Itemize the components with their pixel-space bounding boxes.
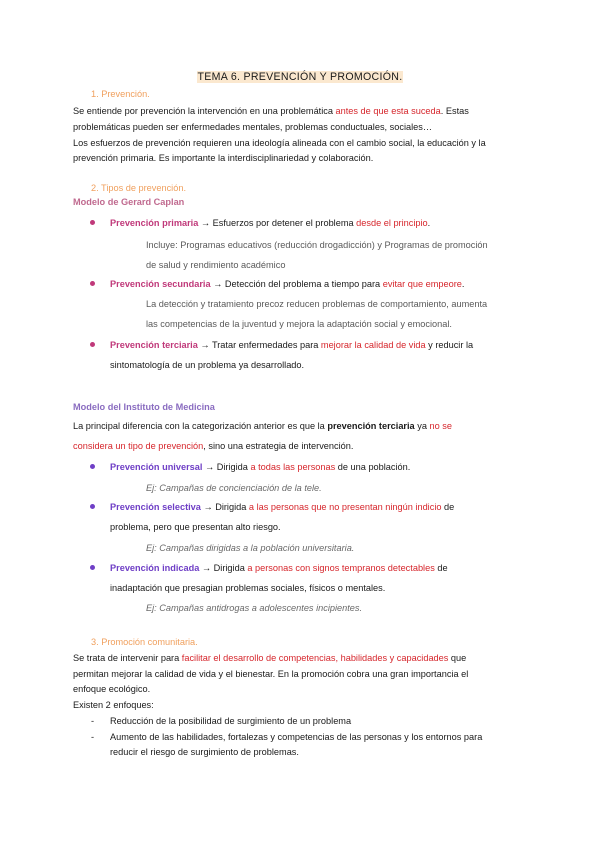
section-3-heading: 3. Promoción comunitaria. bbox=[91, 637, 198, 647]
dash-marker: - bbox=[91, 716, 95, 726]
universal-prevention-example: Ej: Campañas de concienciación de la tele. bbox=[146, 483, 322, 493]
bullet-icon bbox=[90, 565, 95, 570]
bullet-icon bbox=[90, 342, 95, 347]
primary-prevention-note-2: de salud y rendimiento académico bbox=[146, 260, 286, 270]
s1-paragraph-line-2: problemáticas pueden ser enfermedades mentales, problemas conductuales, sociales… bbox=[73, 122, 433, 132]
secondary-prevention-note-1: La detección y tratamiento precoz reducen problemas de comportamiento, aumenta bbox=[146, 299, 488, 309]
section-1-heading: 1. Prevención. bbox=[91, 89, 150, 99]
tertiary-prevention-line-2: sintomatología de un problema ya desarrollado. bbox=[110, 360, 305, 370]
bullet-icon bbox=[90, 504, 95, 509]
bullet-icon bbox=[90, 464, 95, 469]
indicated-prevention-line-2: inadaptación que presagian problemas sociales, físicos o mentales. bbox=[110, 583, 386, 593]
approach-item-2-line-2: reducir el riesgo de surgimiento de problemas. bbox=[110, 747, 299, 757]
s1-paragraph-line-1: Se entiende por prevención la intervención en una problemática antes de que esta suceda. Estas bbox=[73, 106, 469, 116]
primary-prevention-note-1: Incluye: Programas educativos (reducción drogadicción) y Programas de promoción bbox=[146, 240, 488, 250]
indicated-prevention-example: Ej: Campañas antidrogas a adolescentes incipientes. bbox=[146, 603, 363, 613]
dash-marker: - bbox=[91, 732, 95, 742]
tertiary-prevention-item: Prevención terciaria → Tratar enfermedades para mejorar la calidad de vida y reducir la bbox=[110, 340, 474, 350]
iom-model-heading: Modelo del Instituto de Medicina bbox=[73, 402, 215, 412]
secondary-prevention-note-2: las competencias de la juventud y mejora la adaptación social y emocional. bbox=[146, 319, 452, 329]
primary-prevention-item: Prevención primaria → Esfuerzos por detener el problema desde el principio. bbox=[110, 218, 431, 228]
iom-paragraph-line-1: La principal diferencia con la categorización anterior es que la prevención terciaria ya no se bbox=[73, 421, 452, 431]
s3-paragraph-line-3: enfoque ecológico. bbox=[73, 684, 151, 694]
s3-paragraph-line-1: Se trata de intervenir para facilitar el desarrollo de competencias, habilidades y capacidades que bbox=[73, 653, 467, 663]
s1-paragraph-line-4: prevención primaria. Es importante la interdisciplinariedad y colaboración. bbox=[73, 153, 374, 163]
iom-paragraph-line-2: considera un tipo de prevención, sino una estrategia de intervención. bbox=[73, 441, 354, 451]
indicated-prevention-item: Prevención indicada → Dirigida a personas con signos tempranos detectables de bbox=[110, 563, 448, 573]
secondary-prevention-item: Prevención secundaria → Detección del problema a tiempo para evitar que empeore. bbox=[110, 279, 465, 289]
approach-item-2-line-1: Aumento de las habilidades, fortalezas y competencias de las personas y los entornos para bbox=[110, 732, 483, 742]
s3-paragraph-line-2: permitan mejorar la calidad de vida y el bienestar. En la promoción cobra una gran importancia el bbox=[73, 669, 469, 679]
document-title: TEMA 6. PREVENCIÓN Y PROMOCIÓN. bbox=[197, 71, 403, 83]
universal-prevention-item: Prevención universal → Dirigida a todas las personas de una población. bbox=[110, 462, 411, 472]
selective-prevention-line-2: problema, pero que presentan alto riesgo. bbox=[110, 522, 281, 532]
s1-paragraph-line-3: Los esfuerzos de prevención requieren una ideología alineada con el cambio social, la educación y la bbox=[73, 138, 486, 148]
selective-prevention-example: Ej: Campañas dirigidas a la población universitaria. bbox=[146, 543, 355, 553]
s3-paragraph-line-4: Existen 2 enfoques: bbox=[73, 700, 154, 710]
section-2-heading: 2. Tipos de prevención. bbox=[91, 183, 186, 193]
selective-prevention-item: Prevención selectiva → Dirigida a las personas que no presentan ningún indicio de bbox=[110, 502, 455, 512]
approach-item-1: Reducción de la posibilidad de surgimiento de un problema bbox=[110, 716, 352, 726]
bullet-icon bbox=[90, 220, 95, 225]
caplan-model-heading: Modelo de Gerard Caplan bbox=[73, 197, 185, 207]
bullet-icon bbox=[90, 281, 95, 286]
